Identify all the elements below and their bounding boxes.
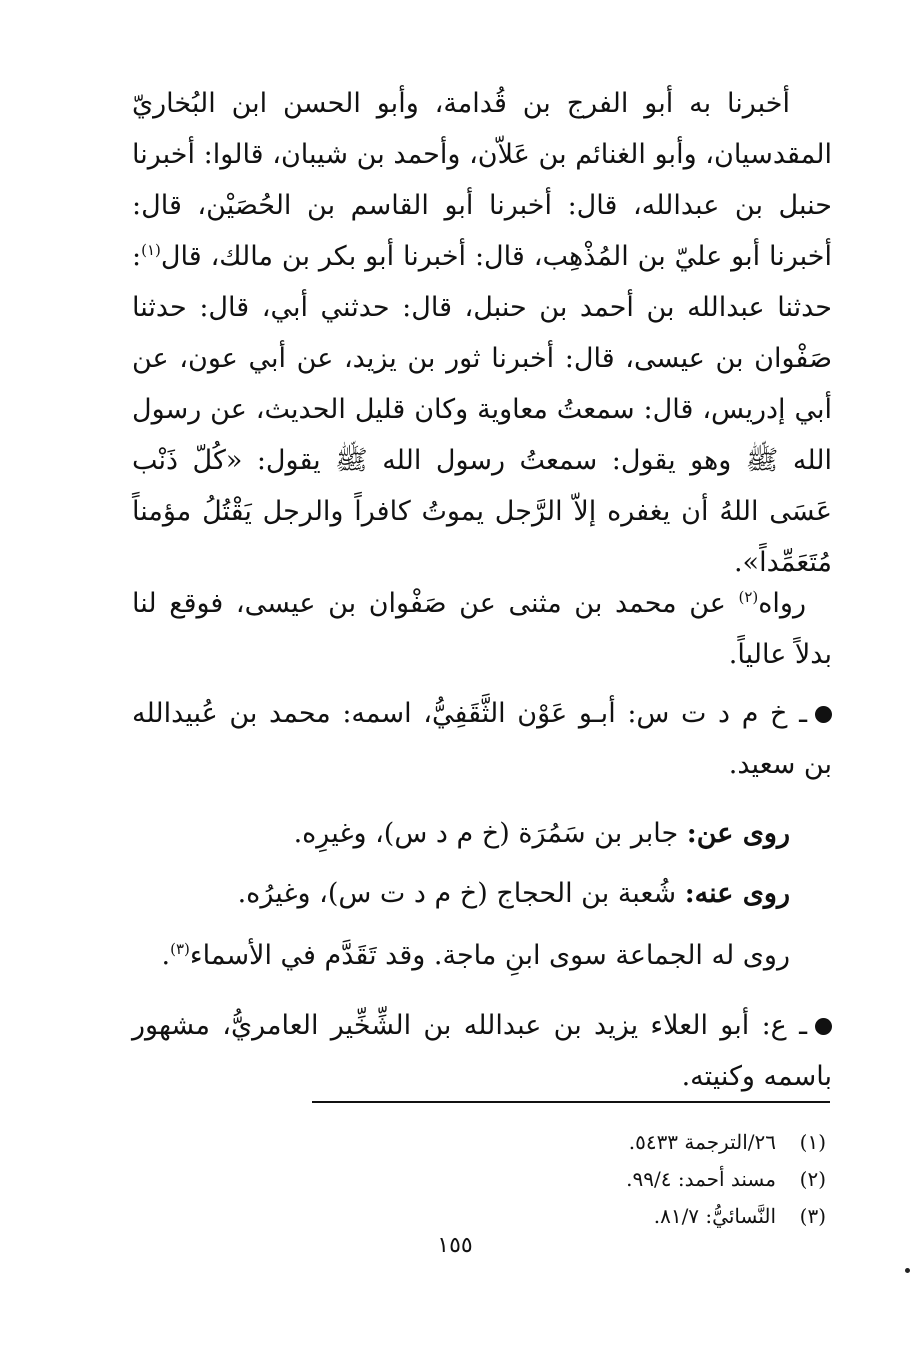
paragraph-text-continued: : حدثنا عبدالله بن أحمد بن حنبل، قال: حدثني أبي، قال: حدثنا صَفْوان بن عيسى، قال: أخبرنا ثور بن يزيد، عن أبي عون، عن أبي إدريس، قال: سمعتُ معاوية وكان قليل الحديث، عن رسول الله ﷺ وهو يقول: سمعتُ رسول الله ﷺ يقول: «كُلّ ذَنْب عَسَى اللهُ أن يغفره إلاّ الرَّجل يموتُ كافراً والرجل يَقْتُلُ مؤمناً مُتَعَمِّداً». xyxy=(132,241,832,578)
footnote-number: (٣) xyxy=(799,1204,826,1228)
footnote-number: (١) xyxy=(799,1130,826,1154)
bullet-icon xyxy=(815,1018,832,1035)
bullet-icon xyxy=(815,706,832,723)
paragraph-text: أخبرنا به أبو الفرج بن قُدامة، وأبو الحسن ابن البُخاريّ المقدسيان، وأبو الغنائم بن عَلاّن، وأحمد بن شيبان، قالوا: أخبرنا حنبل بن عبدالله، قال: أخبرنا أبو القاسم بن الحُصَيْن، قال: أخبرنا أبو عليّ بن المُذْهِب، قال: أخبرنا أبو بكر بن مالك، قال xyxy=(132,88,832,272)
footnote-ref: (٣) xyxy=(170,940,190,958)
footnote-divider xyxy=(312,1101,830,1103)
paragraph-text-continued: عن محمد بن مثنى عن صَفْوان بن عيسى، فوقع لنا بدلاً عالياً. xyxy=(132,588,832,670)
label: روى عنه: xyxy=(684,878,790,909)
footnote-text: مسند أحمد: ٩٩/٤. xyxy=(626,1167,776,1191)
footnote-1 xyxy=(306,1124,826,1161)
footnote-text: النَّسائيُّ: ٨١/٧. xyxy=(653,1204,776,1228)
footnote-2 xyxy=(306,1161,826,1198)
footnote-3 xyxy=(306,1198,826,1235)
scan-mark xyxy=(905,1268,910,1273)
footnote-ref: (١) xyxy=(141,241,161,259)
entry-abu-awn xyxy=(132,688,832,790)
entry-text: ـ ع: أبو العلاء يزيد بن عبدالله بن الشِّخِّير العامريُّ، مشهور باسمه وكنيته. xyxy=(132,1010,832,1092)
footnotes xyxy=(306,1124,826,1235)
entry-abu-al-ala xyxy=(132,1000,832,1102)
narrated-by xyxy=(132,868,832,919)
label: روى عن: xyxy=(686,818,790,849)
text: شُعبة بن الحجاج (خ م د ت س)، وغيرُه. xyxy=(237,878,685,909)
narrated-from xyxy=(132,808,832,859)
text: جابر بن سَمُرَة (خ م د س)، وغيرِه. xyxy=(293,818,687,849)
entry-text: ـ خ م د ت س: أبـو عَوْن الثَّقَفِيُّ، اسمه: محمد بن عُبيدالله بن سعيد. xyxy=(132,698,832,780)
text-end: . xyxy=(161,940,171,971)
footnote-ref: (٢) xyxy=(738,588,759,606)
narrators-note xyxy=(132,930,832,981)
paragraph-text: رواه xyxy=(758,588,806,619)
paragraph-narration xyxy=(132,578,832,680)
page-number: ١٥٥ xyxy=(437,1233,473,1258)
paragraph-hadith-chain xyxy=(132,78,832,588)
footnote-number: (٢) xyxy=(799,1167,826,1191)
footnote-text: ٢٦/الترجمة ٥٤٣٣. xyxy=(628,1130,776,1154)
text: روى له الجماعة سوى ابنِ ماجة. وقد تَقَدَّم في الأسماء xyxy=(189,940,790,971)
